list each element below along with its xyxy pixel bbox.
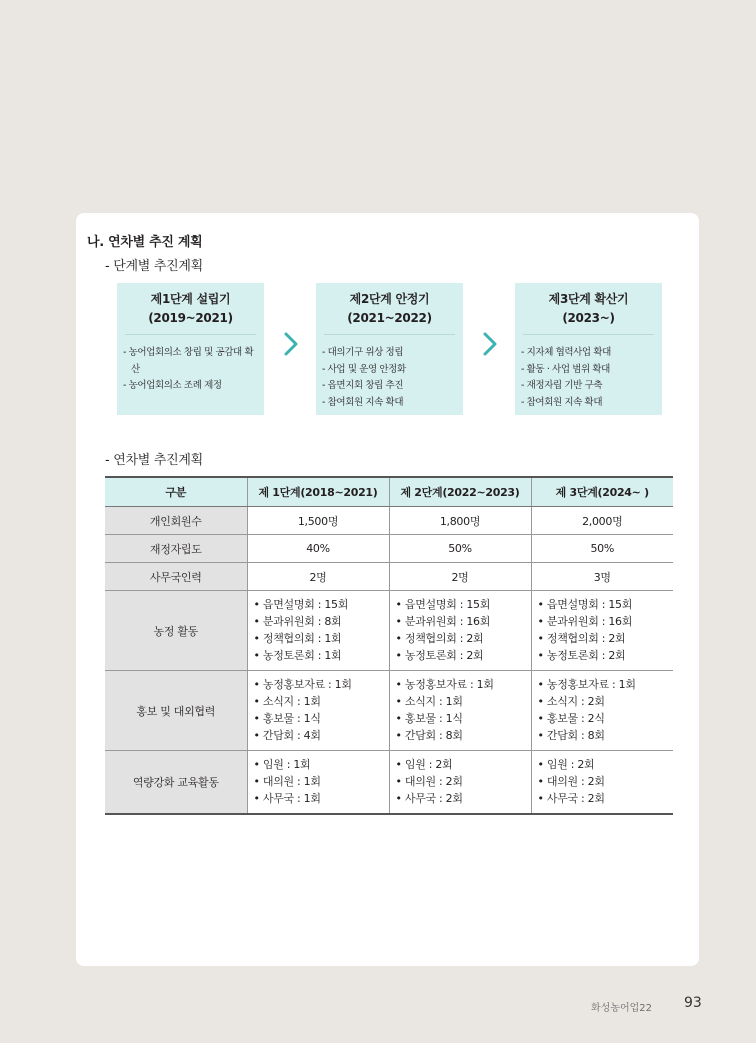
list-item: • 농정홍보자료 : 1회 xyxy=(395,678,494,691)
stage-item: - 농어업회의소 창립 및 공감대 확산 xyxy=(123,347,254,375)
stage-item: - 사업 및 운영 안정화 xyxy=(322,363,406,375)
list-item: • 소식지 : 1회 xyxy=(253,695,321,708)
table-row xyxy=(105,591,673,671)
table-row xyxy=(105,507,673,535)
stage-title: 제1단계 설립기 xyxy=(150,292,231,306)
list-item: • 정책협의회 : 2회 xyxy=(537,632,626,645)
list-item: • 홍보물 : 2식 xyxy=(537,712,605,725)
list-item: • 대의원 : 1회 xyxy=(253,775,321,788)
table-header-row xyxy=(105,477,673,507)
stage-plan-subtitle: - 단계별 추진계획 xyxy=(105,259,203,274)
annual-plan-subtitle: - 연차별 추진계획 xyxy=(105,453,203,468)
list-item: • 읍면설명회 : 15회 xyxy=(537,598,633,611)
table-row xyxy=(105,671,673,751)
publication-name: 화성농어업22 xyxy=(591,1003,653,1014)
stage-title: 제3단계 확산기 xyxy=(548,292,629,306)
table-cell xyxy=(531,751,673,815)
annual-plan-table xyxy=(105,476,673,815)
row-header: 역량강화 교육활동 xyxy=(105,751,247,815)
stage-item: - 활동 · 사업 범위 확대 xyxy=(521,363,610,375)
table-cell xyxy=(247,591,389,671)
table-cell xyxy=(247,751,389,815)
stage-item: - 지자체 협력사업 확대 xyxy=(521,347,611,358)
list-item: • 정책협의회 : 2회 xyxy=(395,632,484,645)
list-item: • 농정토론회 : 1회 xyxy=(253,649,342,662)
stage-header xyxy=(125,290,256,335)
table-cell xyxy=(247,671,389,751)
list-item: • 농정토론회 : 2회 xyxy=(537,649,626,662)
stage-item: - 대의기구 위상 정립 xyxy=(322,347,404,358)
stage-box-3 xyxy=(515,283,662,415)
list-item: • 분과위원회 : 8회 xyxy=(253,615,342,628)
list-item: • 농정홍보자료 : 1회 xyxy=(537,678,636,691)
list-item: • 간담회 : 8회 xyxy=(537,729,605,742)
list-item: • 읍면설명회 : 15회 xyxy=(253,598,349,611)
list-item: • 임원 : 1회 xyxy=(253,758,311,771)
section-title: 나. 연차별 추진 계획 xyxy=(87,235,203,250)
stage-item: - 읍면지회 창립 추진 xyxy=(322,380,404,391)
row-header: 홍보 및 대외협력 xyxy=(105,671,247,751)
table-cell xyxy=(531,591,673,671)
table-row xyxy=(105,563,673,591)
list-item: • 사무국 : 2회 xyxy=(537,792,605,805)
row-header: 사무국인력 xyxy=(105,563,247,591)
table-cell: 1,500명 xyxy=(247,507,389,535)
stage-item: - 재정자립 기반 구축 xyxy=(521,380,603,391)
list-item: • 임원 : 2회 xyxy=(395,758,453,771)
stage-title: 제2단계 안정기 xyxy=(349,292,430,306)
stage-item-list xyxy=(322,345,457,411)
table-cell xyxy=(531,671,673,751)
list-item: • 소식지 : 2회 xyxy=(537,695,605,708)
column-header: 구분 xyxy=(105,477,247,507)
list-item: • 농정홍보자료 : 1회 xyxy=(253,678,352,691)
list-item: • 읍면설명회 : 15회 xyxy=(395,598,491,611)
table-cell xyxy=(389,591,531,671)
list-item: • 홍보물 : 1식 xyxy=(395,712,463,725)
table-cell: 40% xyxy=(247,535,389,563)
page-number: 93 xyxy=(684,995,702,1011)
table-cell: 2,000명 xyxy=(531,507,673,535)
table-cell: 50% xyxy=(531,535,673,563)
list-item: • 사무국 : 2회 xyxy=(395,792,463,805)
table-row xyxy=(105,535,673,563)
table-cell xyxy=(389,751,531,815)
stage-header xyxy=(523,290,654,335)
column-header: 제 1단계(2018~2021) xyxy=(247,477,389,507)
row-header: 개인회원수 xyxy=(105,507,247,535)
stage-header xyxy=(324,290,455,335)
list-item: • 농정토론회 : 2회 xyxy=(395,649,484,662)
list-item: • 대의원 : 2회 xyxy=(537,775,605,788)
stage-item: - 참여회원 지속 확대 xyxy=(521,396,603,408)
list-item: • 임원 : 2회 xyxy=(537,758,595,771)
row-header: 농정 활동 xyxy=(105,591,247,671)
stage-item-list xyxy=(521,345,656,411)
table-cell: 50% xyxy=(389,535,531,563)
stage-item: - 참여회원 지속 확대 xyxy=(322,396,404,408)
stage-box-1 xyxy=(117,283,264,415)
list-item: • 정책협의회 : 1회 xyxy=(253,632,342,645)
list-item: • 분과위원회 : 16회 xyxy=(537,615,633,628)
table-cell: 3명 xyxy=(531,563,673,591)
list-item: • 대의원 : 2회 xyxy=(395,775,463,788)
list-item: • 사무국 : 1회 xyxy=(253,792,321,805)
list-item: • 분과위원회 : 16회 xyxy=(395,615,491,628)
column-header: 제 2단계(2022~2023) xyxy=(389,477,531,507)
stage-period: (2021~2022) xyxy=(347,311,432,325)
table-row xyxy=(105,751,673,815)
column-header: 제 3단계(2024~ ) xyxy=(531,477,673,507)
table-cell: 1,800명 xyxy=(389,507,531,535)
table-cell: 2명 xyxy=(389,563,531,591)
chevron-right-icon xyxy=(482,331,498,357)
list-item: • 간담회 : 8회 xyxy=(395,729,463,742)
list-item: • 소식지 : 1회 xyxy=(395,695,463,708)
table-cell: 2명 xyxy=(247,563,389,591)
stage-box-2 xyxy=(316,283,463,415)
chevron-right-icon xyxy=(283,331,299,357)
stage-item-list xyxy=(123,345,258,395)
row-header: 재정자립도 xyxy=(105,535,247,563)
table-cell xyxy=(389,671,531,751)
stage-item: - 농어업회의소 조례 제정 xyxy=(123,380,222,391)
list-item: • 홍보물 : 1식 xyxy=(253,712,321,725)
stage-period: (2023~) xyxy=(562,311,615,325)
list-item: • 간담회 : 4회 xyxy=(253,729,321,742)
stage-period: (2019~2021) xyxy=(148,311,233,325)
